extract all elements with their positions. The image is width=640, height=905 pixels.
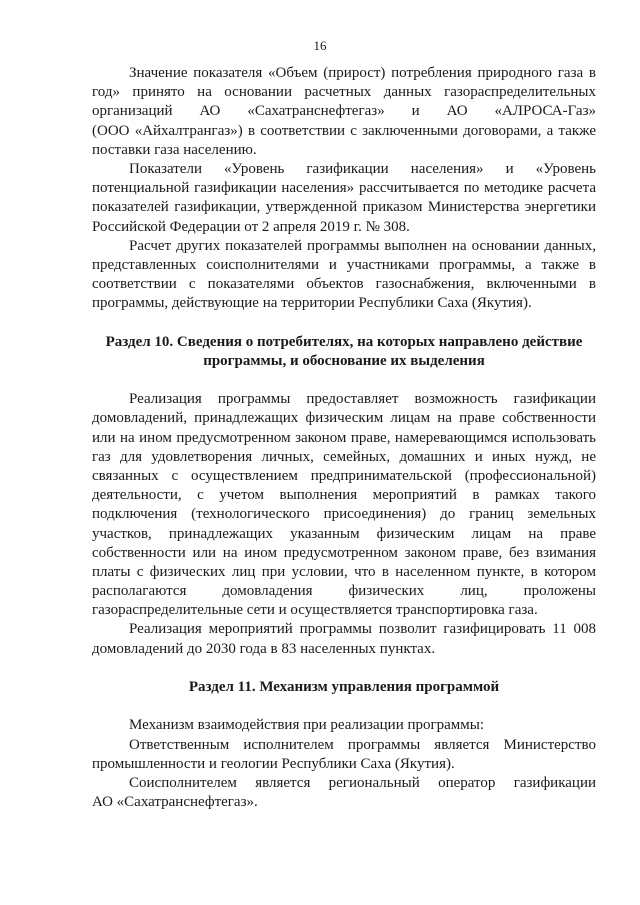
- text-line: или на ином предусмотренном законом праве, намеревающимся использовать: [92, 429, 596, 446]
- paragraph-program-implementation: [92, 390, 596, 620]
- text-line: (ООО «Айхалтрангаз») в соответствии с заключенными договорами, а также: [92, 122, 596, 139]
- text-line: Реализация мероприятий программы позволит газифицировать 11 008: [129, 621, 596, 638]
- text-line: Расчет других показателей программы выполнен на основании данных,: [129, 237, 596, 254]
- text-line: платы с физических лиц при условии, что в населенном пункте, в котором: [92, 563, 596, 580]
- text-line: располагаются домовладения физических лиц, проложены: [92, 583, 596, 600]
- paragraph-gas-consumption: [92, 64, 596, 160]
- paragraph-responsible-executor: [92, 736, 596, 774]
- text-line: собственности или на ином предусмотренном законом праве, без взимания: [92, 544, 596, 561]
- paragraph-other-indicators: [92, 237, 596, 314]
- spacer: [92, 697, 596, 716]
- text-line: Ответственным исполнителем программы является Министерство: [129, 736, 596, 753]
- paragraph-gasification-level: [92, 160, 596, 237]
- text-line: потенциальной газификации населения» рассчитывается по методике расчета: [92, 180, 596, 197]
- paragraph-co-executor: [92, 774, 596, 812]
- text-line: подключения (технологического присоединения) до границ земельных: [92, 506, 596, 523]
- text-line: показателей газификации, утвержденной приказом Министерства энергетики: [92, 199, 596, 216]
- paragraph-gasification-target: [92, 620, 596, 658]
- text-line: соответствии с показателями объектов газоснабжения, включенными в: [92, 276, 596, 293]
- page-content: [92, 64, 596, 812]
- text-line: Российской Федерации от 2 апреля 2019 г. № 308.: [92, 218, 410, 235]
- heading-line: программы, и обоснование их выделения: [203, 352, 485, 369]
- heading-line: Раздел 10. Сведения о потребителях, на которых направлено действие: [105, 333, 583, 350]
- text-line: организаций АО «Сахатранснефтегаз» и АО «АЛРОСА-Газ»: [92, 103, 596, 120]
- text-line: представленных соисполнителями и участниками программы, а также в: [92, 256, 596, 273]
- text-line: Реализация программы предоставляет возможность газификации: [129, 391, 596, 408]
- text-line: домовладений до 2030 года в 83 населенных пунктах.: [92, 640, 436, 657]
- paragraph-mechanism: [92, 716, 596, 735]
- page-number: 16: [313, 38, 327, 53]
- text-line: поставки газа населению.: [92, 141, 257, 158]
- text-line: Показатели «Уровень газификации населения» и «Уровень: [129, 160, 596, 177]
- section-11-heading: Раздел 11. Механизм управления программой: [188, 679, 500, 695]
- text-line: домовладений, принадлежащих физическим лицам на праве собственности: [92, 410, 596, 427]
- text-line: промышленности и геологии Республики Саха (Якутия).: [92, 755, 455, 772]
- section-10-heading: [92, 333, 596, 371]
- text-line: Механизм взаимодействия при реализации программы:: [129, 717, 485, 734]
- spacer: [92, 371, 596, 390]
- spacer: [92, 313, 596, 332]
- text-line: газораспределительные сети и осуществляется транспортировка газа.: [92, 602, 538, 619]
- text-line: связанных с осуществлением предпринимательской (профессиональной): [92, 467, 596, 484]
- text-line: деятельности, с учетом выполнения мероприятий в рамках такого: [92, 487, 596, 504]
- spacer: [92, 659, 596, 678]
- text-line: участков, принадлежащих указанным физическим лицам на праве: [92, 525, 596, 542]
- text-line: Значение показателя «Объем (прирост) потребления природного газа в: [129, 65, 596, 81]
- text-line: год» принято на основании расчетных данных газораспределительных: [92, 84, 596, 101]
- text-line: Соисполнителем является региональный оператор газификации: [129, 774, 596, 791]
- text-line: программы, действующие на территории Республики Саха (Якутия).: [92, 295, 532, 312]
- text-line: АО «Сахатранснефтегаз».: [92, 794, 258, 811]
- text-line: газ для удовлетворения личных, семейных, домашних и иных нужд, не: [92, 448, 596, 465]
